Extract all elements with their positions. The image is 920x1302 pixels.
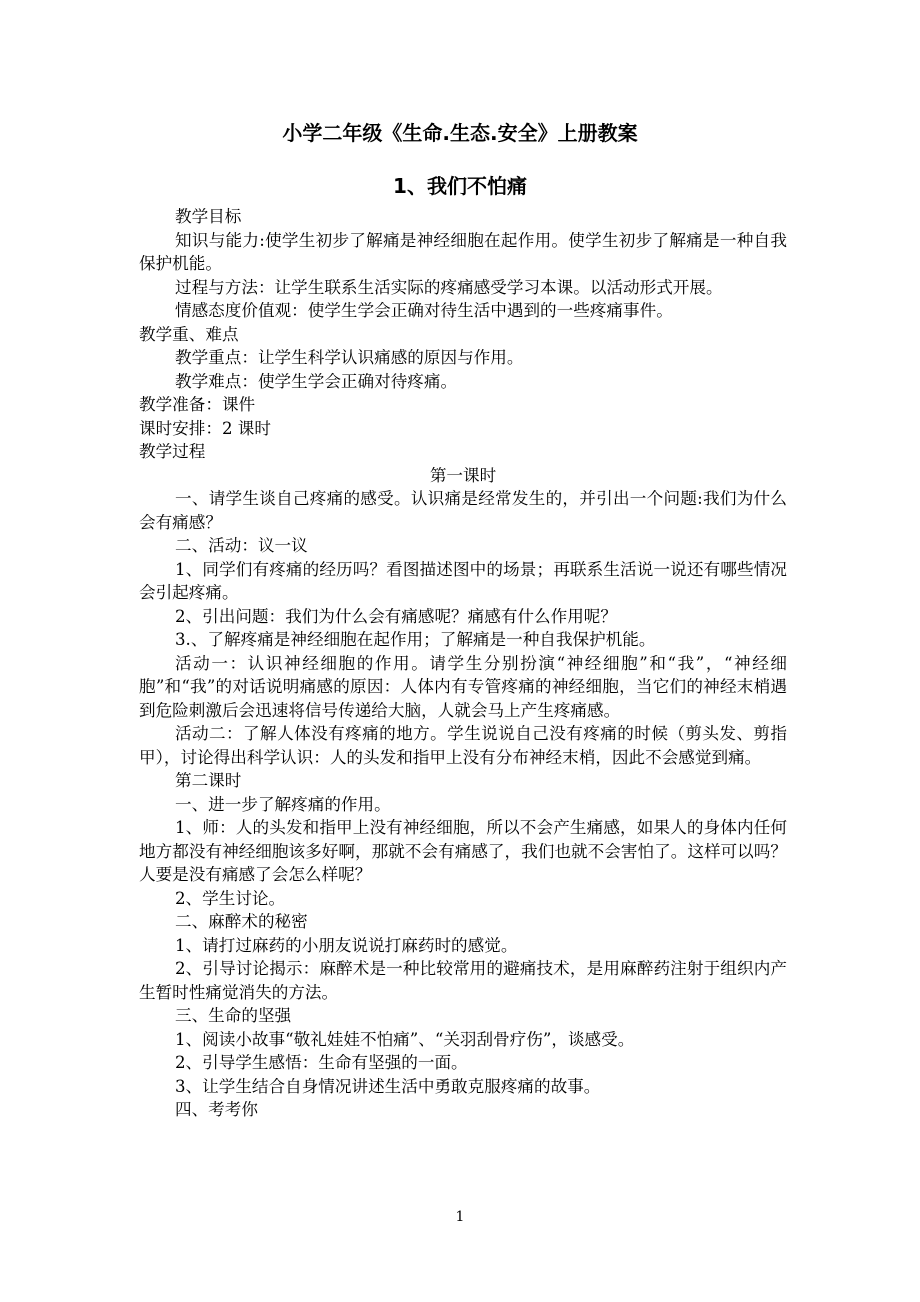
paragraph: 二、活动：议一议 xyxy=(175,536,308,555)
paragraph: 2、引导讨论揭示：麻醉术是一种比较常用的避痛技术，是用麻醉药注射于组织内产生暂时性痛觉消失的方法。 xyxy=(139,959,787,1002)
paragraph: 教学难点：使学生学会正确对待疼痛。 xyxy=(175,371,458,391)
section-heading: 第一课时 xyxy=(429,465,497,485)
paragraph: 教学过程 xyxy=(139,442,206,461)
paragraph: 一、请学生谈自己疼痛的感受。认识痛是经常发生的，并引出一个问题:我们为什么会有痛感？ xyxy=(139,489,787,532)
paragraph: 活动二：了解人体没有疼痛的地方。学生说说自己没有疼痛的时候（剪头发、剪指甲），讨论得出科学认识：人的头发和指甲上没有分布神经末梢，因此不会感觉到痛。 xyxy=(139,724,787,767)
paragraph: 过程与方法：让学生联系生活实际的疼痛感受学习本课。以活动形式开展。 xyxy=(175,277,723,297)
lesson-title: 1、我们不怕痛 xyxy=(393,174,527,198)
paragraph: 教学目标 xyxy=(175,207,242,226)
paragraph: 2、引出问题：我们为什么会有痛感呢？痛感有什么作用呢？ xyxy=(175,606,617,626)
paragraph: 知识与能力:使学生初步了解痛是神经细胞在起作用。使学生初步了解痛是一种自我保护机能。 xyxy=(139,230,787,273)
document-title: 小学二年级《生命.生态.安全》上册教案 xyxy=(282,121,638,145)
paragraph: 1、师：人的头发和指甲上没有神经细胞，所以不会产生痛感，如果人的身体内任何地方都没有神经细胞该多好啊，那就不会有痛感了，我们也就不会害怕了。这样可以吗？人要是没有痛感了会怎么样呢？ xyxy=(139,818,787,884)
paragraph: 2、引导学生感悟：生命有坚强的一面。 xyxy=(175,1053,468,1072)
paragraph: 一、进一步了解疼痛的作用。 xyxy=(175,794,391,814)
paragraph: 教学准备：课件 xyxy=(139,395,256,414)
paragraph: 课时安排：2 课时 xyxy=(139,418,271,438)
document-body xyxy=(139,205,787,1122)
paragraph: 第二课时 xyxy=(175,771,242,790)
paragraph: 情感态度价值观：使学生学会正确对待生活中遇到的一些疼痛事件。 xyxy=(175,301,673,320)
paragraph: 四、考考你 xyxy=(175,1100,258,1119)
paragraph: 1、同学们有疼痛的经历吗？看图描述图中的场景；再联系生活说一说还有哪些情况会引起疼痛。 xyxy=(139,559,787,602)
paragraph: 1、请打过麻药的小朋友说说打麻药时的感觉。 xyxy=(175,935,518,955)
paragraph: 二、麻醉术的秘密 xyxy=(175,912,308,931)
paragraph: 教学重点：让学生科学认识痛感的原因与作用。 xyxy=(175,348,524,367)
paragraph: 1、阅读小故事“敬礼娃娃不怕痛”、“关羽刮骨疗伤”，谈感受。 xyxy=(175,1029,635,1049)
paragraph: 2、学生讨论。 xyxy=(175,888,286,908)
paragraph: 三、生命的坚强 xyxy=(175,1006,292,1025)
paragraph: 活动一：认识神经细胞的作用。请学生分别扮演“神经细胞”和“我”，“神经细胞”和“我”的对话说明痛感的原因：人体内有专管疼痛的神经细胞，当它们的神经末梢遇到危险刺激后会迅速将信号传递给大脑，人就会马上产生疼痛感。 xyxy=(139,653,787,720)
paragraph: 教学重、难点 xyxy=(139,324,239,344)
paragraph: 3.、了解疼痛是神经细胞在起作用；了解痛是一种自我保护机能。 xyxy=(175,630,656,649)
page-number: 1 xyxy=(455,1209,465,1225)
paragraph: 3、让学生结合自身情况讲述生活中勇敢克服疼痛的故事。 xyxy=(175,1076,601,1096)
